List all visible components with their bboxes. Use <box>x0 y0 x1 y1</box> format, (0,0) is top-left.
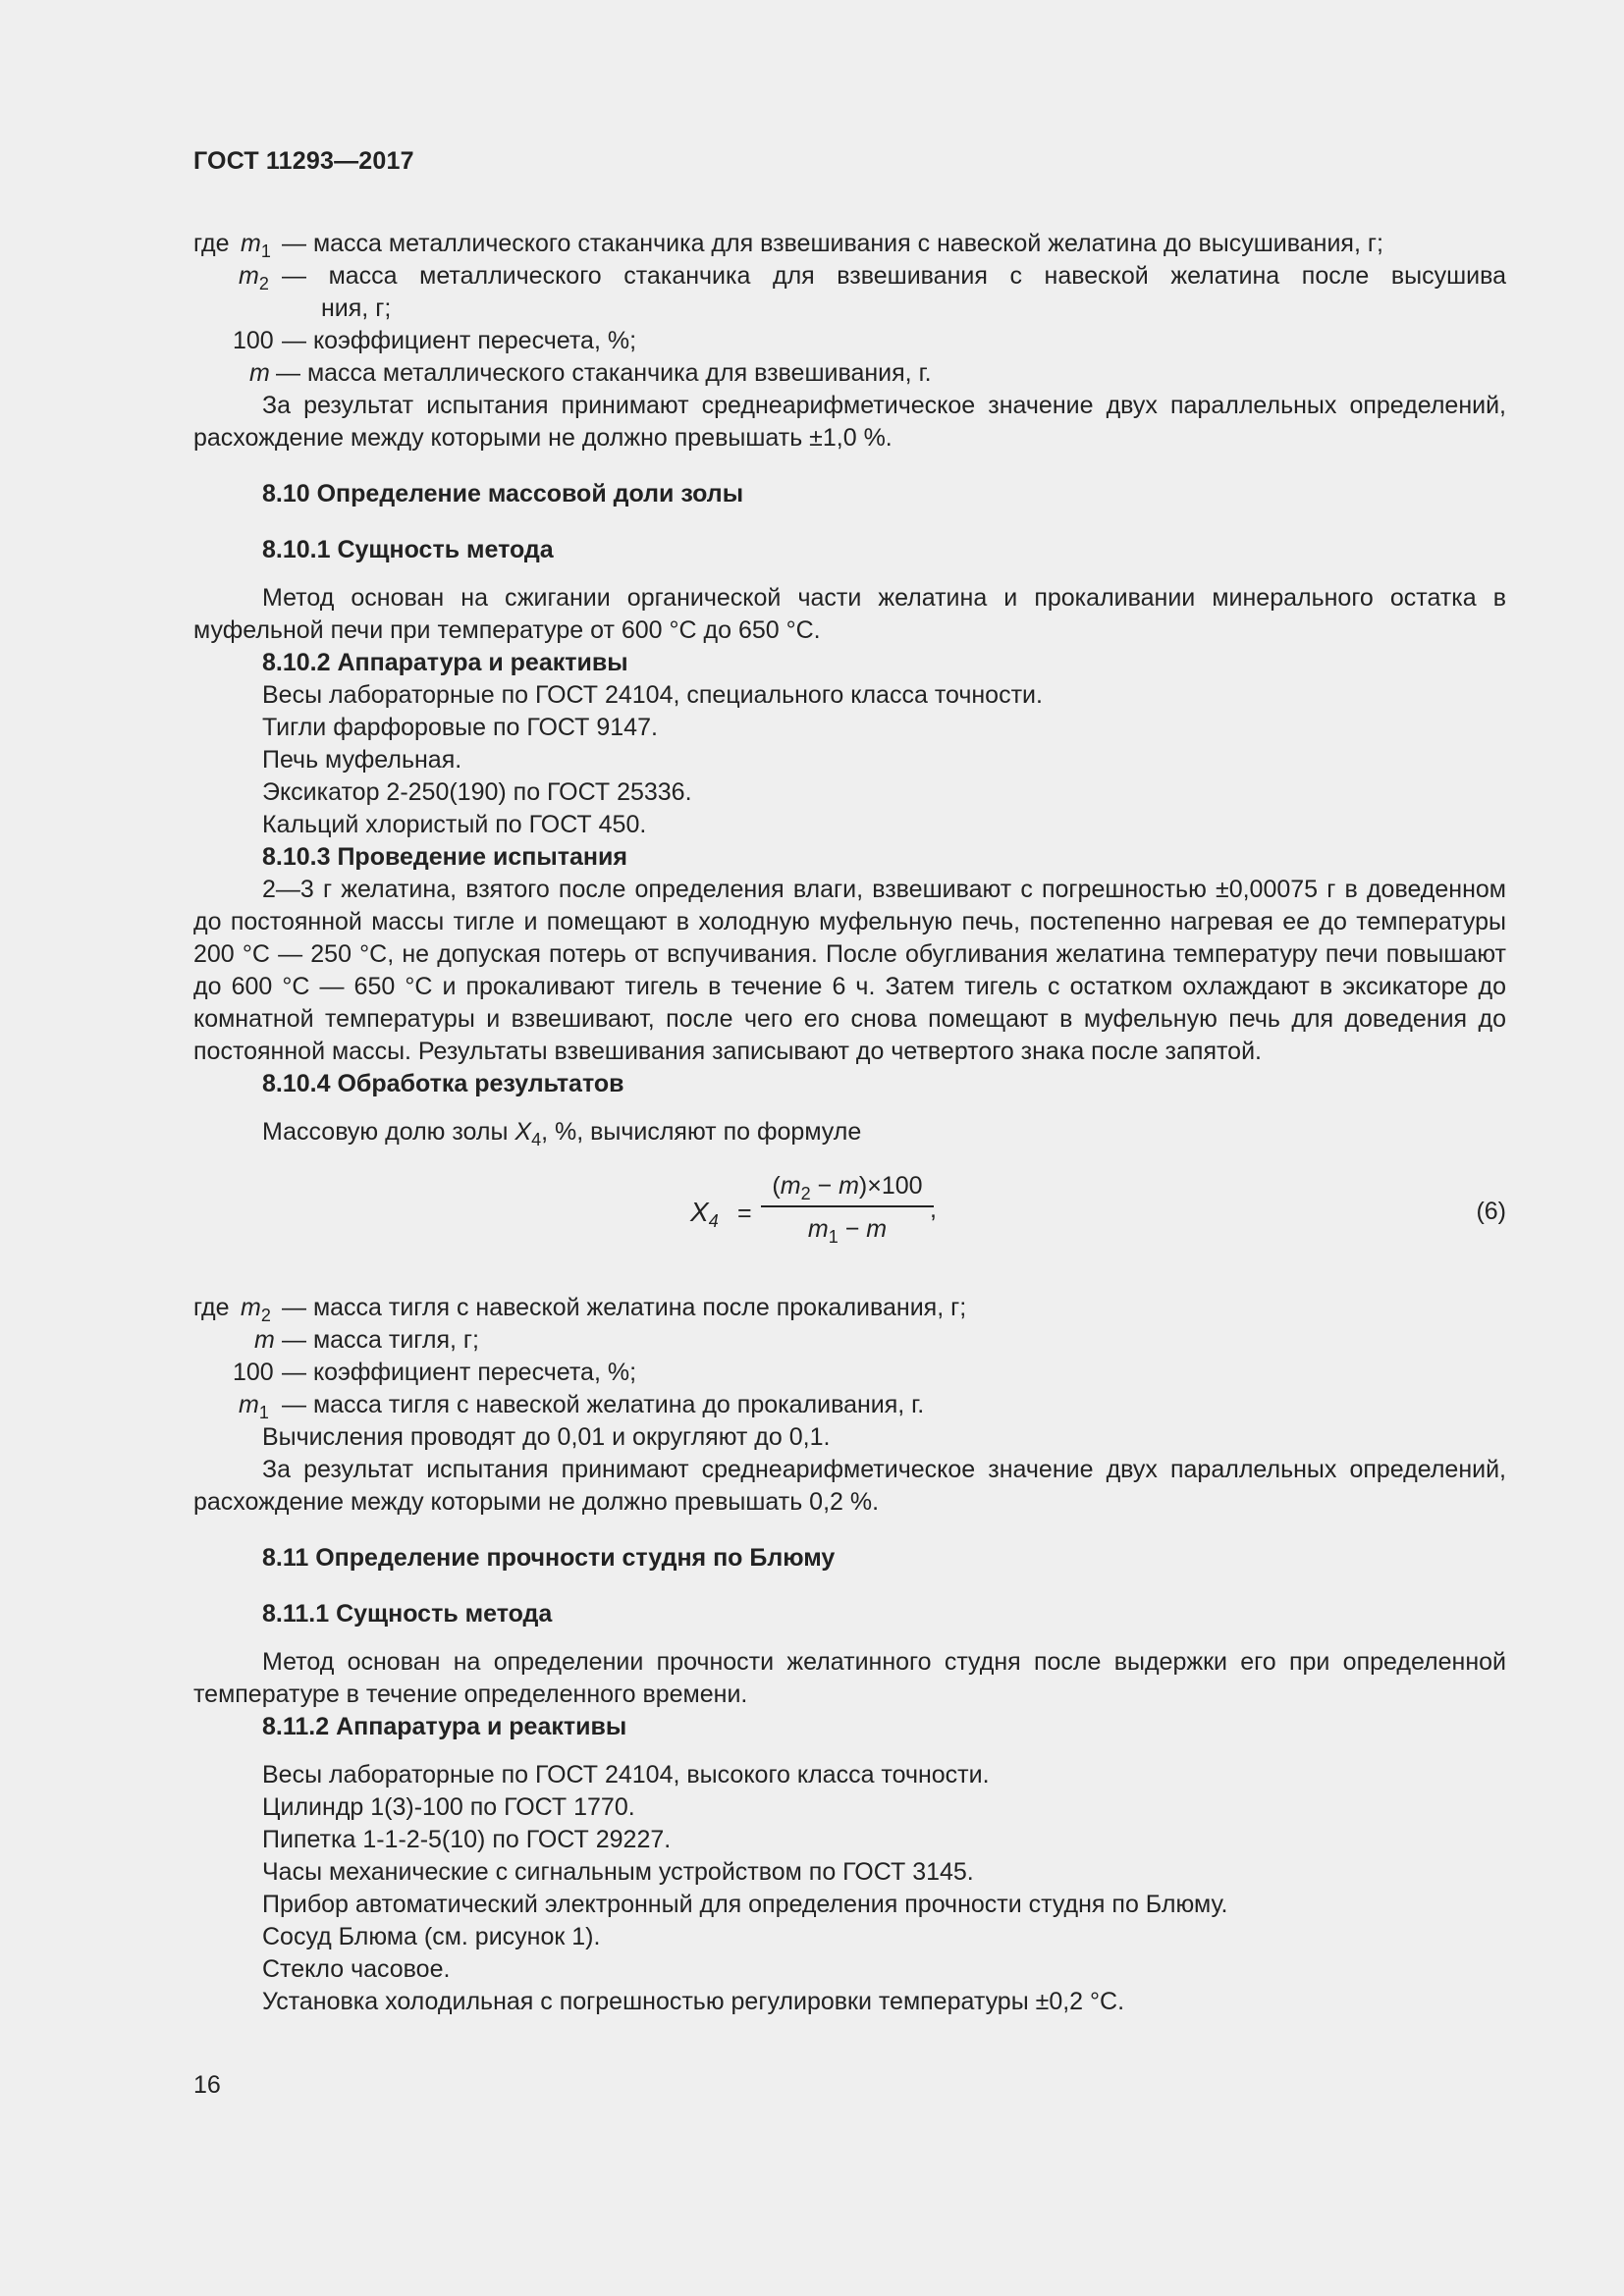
paragraph-method: Метод основан на сжигании органической части желатина и прокаливании минерального остатка в муфельной печи при температуре от 600 °С до 650 °С. <box>193 584 1506 644</box>
document-header: ГОСТ 11293—2017 <box>193 147 414 175</box>
equipment-item: Печь муфельная. <box>262 746 462 774</box>
equipment-item: Часы механические с сигнальным устройством по ГОСТ 3145. <box>262 1858 974 1886</box>
page-content <box>193 228 1506 2018</box>
paragraph-result: За результат испытания принимают среднеарифметическое значение двух параллельных определений, расхождение между которыми не должно превышать ±1,0 %. <box>193 392 1506 452</box>
legend-row <box>193 357 1506 390</box>
legend-row <box>193 325 1506 357</box>
formula-numerator: $(m_2 - m)\times 100$ <box>772 1172 923 1203</box>
page-number: 16 <box>193 2071 221 2099</box>
legend-row <box>193 1324 1506 1357</box>
equipment-item: Стекло часовое. <box>262 1955 451 1983</box>
paragraph-result: За результат испытания принимают среднеарифметическое значение двух параллельных определений, расхождение между которыми не должно превышать 0,2 %. <box>193 1456 1506 1516</box>
legend-symbol: $m_2$ <box>239 262 269 294</box>
legend-text: — масса тигля с навеской желатина до прокаливания, г. <box>282 1391 925 1418</box>
formula-comma: , <box>930 1196 937 1223</box>
legend-symbol: $m_1$ <box>239 1391 269 1422</box>
subsection-heading-8-10-3: 8.10.3 Проведение испытания <box>262 843 627 871</box>
legend-row-continuation <box>193 293 1506 325</box>
legend-text: — масса металлического стаканчика для взвешивания с навеской желатина до высушивания, г; <box>282 230 1383 257</box>
equipment-item: Кальций хлористый по ГОСТ 450. <box>262 811 647 838</box>
legend-where: где <box>193 1294 230 1321</box>
formula-lhs: $X_4$ <box>690 1197 719 1231</box>
legend-text-continuation: ния, г; <box>321 294 392 322</box>
legend-row <box>193 260 1506 293</box>
legend-text: — масса металлического стаканчика для взвешивания, г. <box>276 359 932 387</box>
subsection-heading-8-11-1: 8.11.1 Сущность метода <box>262 1600 553 1628</box>
equipment-item: Весы лабораторные по ГОСТ 24104, специального класса точности. <box>262 681 1043 709</box>
formula-fraction-bar <box>761 1205 934 1207</box>
paragraph-calculation: Вычисления проводят до 0,01 и округляют до 0,1. <box>262 1423 831 1451</box>
subsection-heading-8-10-1: 8.10.1 Сущность метода <box>262 536 554 563</box>
legend-where: где <box>193 230 230 257</box>
legend-symbol: m <box>249 359 270 387</box>
paragraph-formula-intro: Массовую долю золы $X_4$, %, вычисляют по формуле <box>262 1118 862 1149</box>
legend-row <box>193 1357 1506 1389</box>
legend-symbol: m <box>254 1326 275 1354</box>
subsection-heading-8-11-2: 8.11.2 Аппаратура и реактивы <box>262 1713 627 1740</box>
equipment-item: Цилиндр 1(3)-100 по ГОСТ 1770. <box>262 1793 635 1821</box>
legend-row <box>193 228 1506 260</box>
paragraph-method: Метод основан на определении прочности желатинного студня после выдержки его при определенной температуре в течение определенного времени. <box>193 1648 1506 1708</box>
legend-row <box>193 1389 1506 1421</box>
section-heading-8-11: 8.11 Определение прочности студня по Блюму <box>262 1544 836 1572</box>
paragraph-procedure: 2—3 г желатина, взятого после определения влаги, взвешивают с погрешностью ±0,00075 г в доведенном до постоянной массы тигле и помещают в холодную муфельную печь, постепенно нагревая ее до температуры 200 °С — 250 °С, не допуская потерь от вспучивания. После обугливания желатина температуру печи повышают до 600 °С — 650 °С и прокаливают тигель в течение 6 ч. Затем тигель с остатком охлаждают в эксикаторе до комнатной температуры и взвешивают, после чего его снова помещают в муфельную печь для доведения до постоянной массы. Результаты взвешивания записывают до четвертого знака после запятой. <box>193 876 1506 1065</box>
formula-equals: = <box>737 1200 752 1227</box>
legend-text: — масса тигля с навеской желатина после прокаливания, г; <box>282 1294 967 1321</box>
equipment-item: Прибор автоматический электронный для определения прочности студня по Блюму. <box>262 1891 1228 1918</box>
legend-text: — масса металлического стаканчика для взвешивания с навеской желатина после высушива <box>282 262 1506 290</box>
formula-denominator: $m_1 - m$ <box>807 1215 888 1247</box>
subsection-heading-8-10-2: 8.10.2 Аппаратура и реактивы <box>262 649 628 676</box>
legend-text: — коэффициент пересчета, %; <box>282 327 637 354</box>
legend-symbol: 100 <box>233 1359 274 1386</box>
legend-row <box>193 1292 1506 1324</box>
legend-text: — коэффициент пересчета, %; <box>282 1359 637 1386</box>
equipment-item: Установка холодильная с погрешностью регулировки температуры ±0,2 °С. <box>262 1988 1125 2015</box>
legend-text: — масса тигля, г; <box>282 1326 479 1354</box>
formula-6 <box>193 1174 1506 1292</box>
equipment-item: Весы лабораторные по ГОСТ 24104, высокого класса точности. <box>262 1761 990 1789</box>
legend-symbol: 100 <box>233 327 274 354</box>
subsection-heading-8-10-4: 8.10.4 Обработка результатов <box>262 1070 624 1097</box>
equipment-item: Эксикатор 2-250(190) по ГОСТ 25336. <box>262 778 692 806</box>
section-heading-8-10: 8.10 Определение массовой доли золы <box>262 480 744 507</box>
equipment-item: Тигли фарфоровые по ГОСТ 9147. <box>262 714 658 741</box>
equipment-item: Пипетка 1-1-2-5(10) по ГОСТ 29227. <box>262 1826 672 1853</box>
legend-symbol: $m_1$ <box>241 230 271 261</box>
equipment-item: Сосуд Блюма (см. рисунок 1). <box>262 1923 601 1950</box>
formula-number: (6) <box>1476 1198 1506 1225</box>
legend-symbol: $m_2$ <box>241 1294 271 1325</box>
